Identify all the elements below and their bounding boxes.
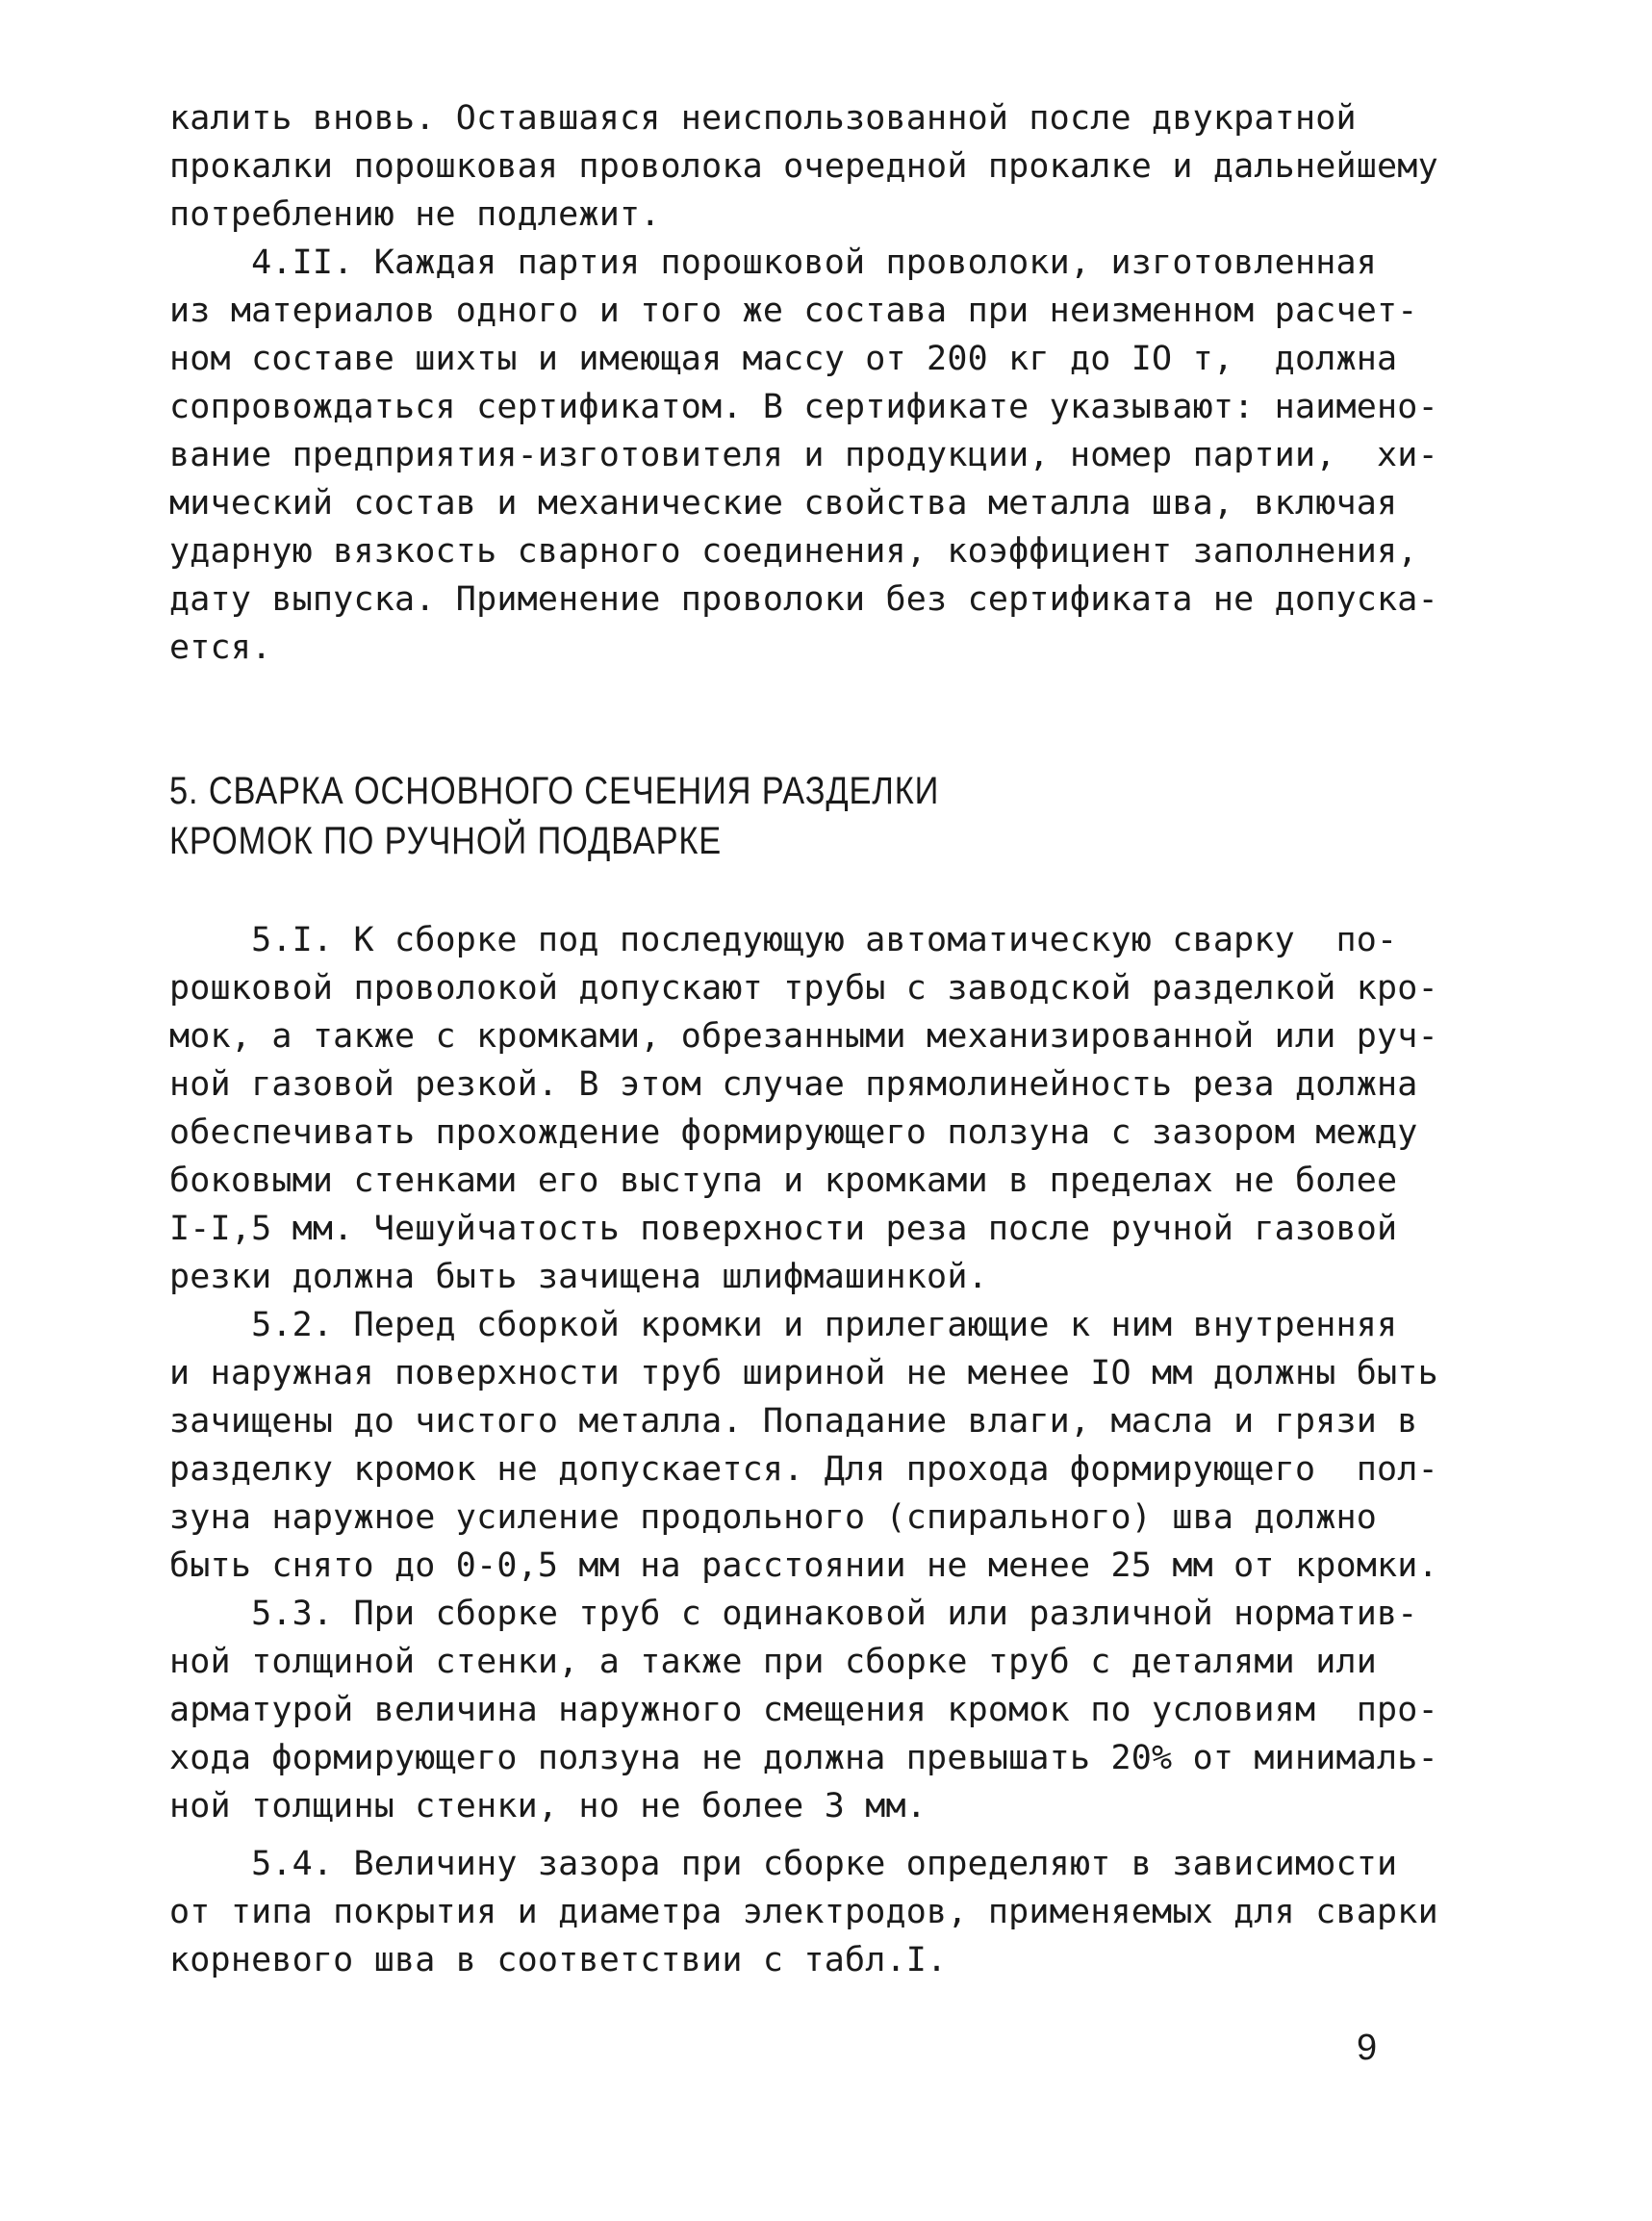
text-line: калить вновь. Оставшаяся неиспользованной после двукратной xyxy=(169,99,1357,138)
section-title-line: 5. СВАРКА ОСНОВНОГО СЕЧЕНИЯ РАЗДЕЛКИ xyxy=(169,770,940,812)
text-line: ной толщиной стенки, а также при сборке труб с деталями или xyxy=(169,1643,1378,1681)
text-line: и наружная поверхности труб шириной не менее IO мм должны быть xyxy=(169,1354,1438,1392)
text-line: корневого шва в соответствии с табл.I. xyxy=(169,1941,948,1979)
text-line: 5.4. Величину зазора при сборке определяют в зависимости xyxy=(169,1845,1398,1883)
page-number: 9 xyxy=(1357,2028,1378,2068)
text-line: ется. xyxy=(169,628,272,667)
text-line: сопровождаться сертификатом. В сертификате указывают: наимено- xyxy=(169,388,1438,426)
text-line: прокалки порошковая проволока очередной прокалке и дальнейшему xyxy=(169,147,1438,186)
text-line: обеспечивать прохождение формирующего ползуна с зазором между xyxy=(169,1113,1418,1152)
text-line: быть снято до 0-0,5 мм на расстоянии не менее 25 мм от кромки. xyxy=(169,1546,1438,1585)
text-line: арматурой величина наружного смещения кромок по условиям про- xyxy=(169,1691,1438,1729)
text-line: мический состав и механические свойства металла шва, включая xyxy=(169,484,1398,523)
text-line: дату выпуска. Применение проволоки без сертификата не допуска- xyxy=(169,580,1438,619)
text-line: из материалов одного и того же состава при неизменном расчет- xyxy=(169,292,1418,330)
text-line: потреблению не подлежит. xyxy=(169,195,661,234)
text-line: зачищены до чистого металла. Попадание влаги, масла и грязи в xyxy=(169,1402,1418,1441)
text-line: мок, а также с кромками, обрезанными механизированной или руч- xyxy=(169,1017,1438,1056)
text-line: зуна наружное усиление продольного (спирального) шва должно xyxy=(169,1498,1378,1537)
text-line: боковыми стенками его выступа и кромками в пределах не более xyxy=(169,1162,1398,1200)
text-line: ной толщины стенки, но не более 3 мм. xyxy=(169,1787,928,1825)
text-line: ном составе шихты и имеющая массу от 200 кг до IO т, должна xyxy=(169,340,1398,378)
text-line: ной газовой резкой. В этом случае прямолинейность реза должна xyxy=(169,1065,1418,1104)
text-line: I-I,5 мм. Чешуйчатость поверхности реза после ручной газовой xyxy=(169,1210,1398,1248)
text-line: от типа покрытия и диаметра электродов, применяемых для сварки xyxy=(169,1893,1438,1931)
text-line: 5.3. При сборке труб с одинаковой или различной норматив- xyxy=(169,1595,1418,1633)
text-line: рошковой проволокой допускают трубы с заводской разделкой кро- xyxy=(169,969,1438,1008)
text-line: 5.I. К сборке под последующую автоматическую сварку по- xyxy=(169,921,1398,959)
text-line: ударную вязкость сварного соединения, коэффициент заполнения, xyxy=(169,532,1418,571)
text-line: разделку кромок не допускается. Для прохода формирующего пол- xyxy=(169,1450,1438,1489)
text-line: 4.II. Каждая партия порошковой проволоки, изготовленная xyxy=(169,243,1378,282)
text-line: резки должна быть зачищена шлифмашинкой. xyxy=(169,1258,988,1296)
text-line: вание предприятия-изготовителя и продукции, номер партии, хи- xyxy=(169,436,1438,474)
text-line: хода формирующего ползуна не должна превышать 20% от минималь- xyxy=(169,1739,1438,1777)
text-line: 5.2. Перед сборкой кромки и прилегающие к ним внутренняя xyxy=(169,1306,1398,1344)
section-title-line: КРОМОК ПО РУЧНОЙ ПОДВАРКЕ xyxy=(169,820,723,862)
